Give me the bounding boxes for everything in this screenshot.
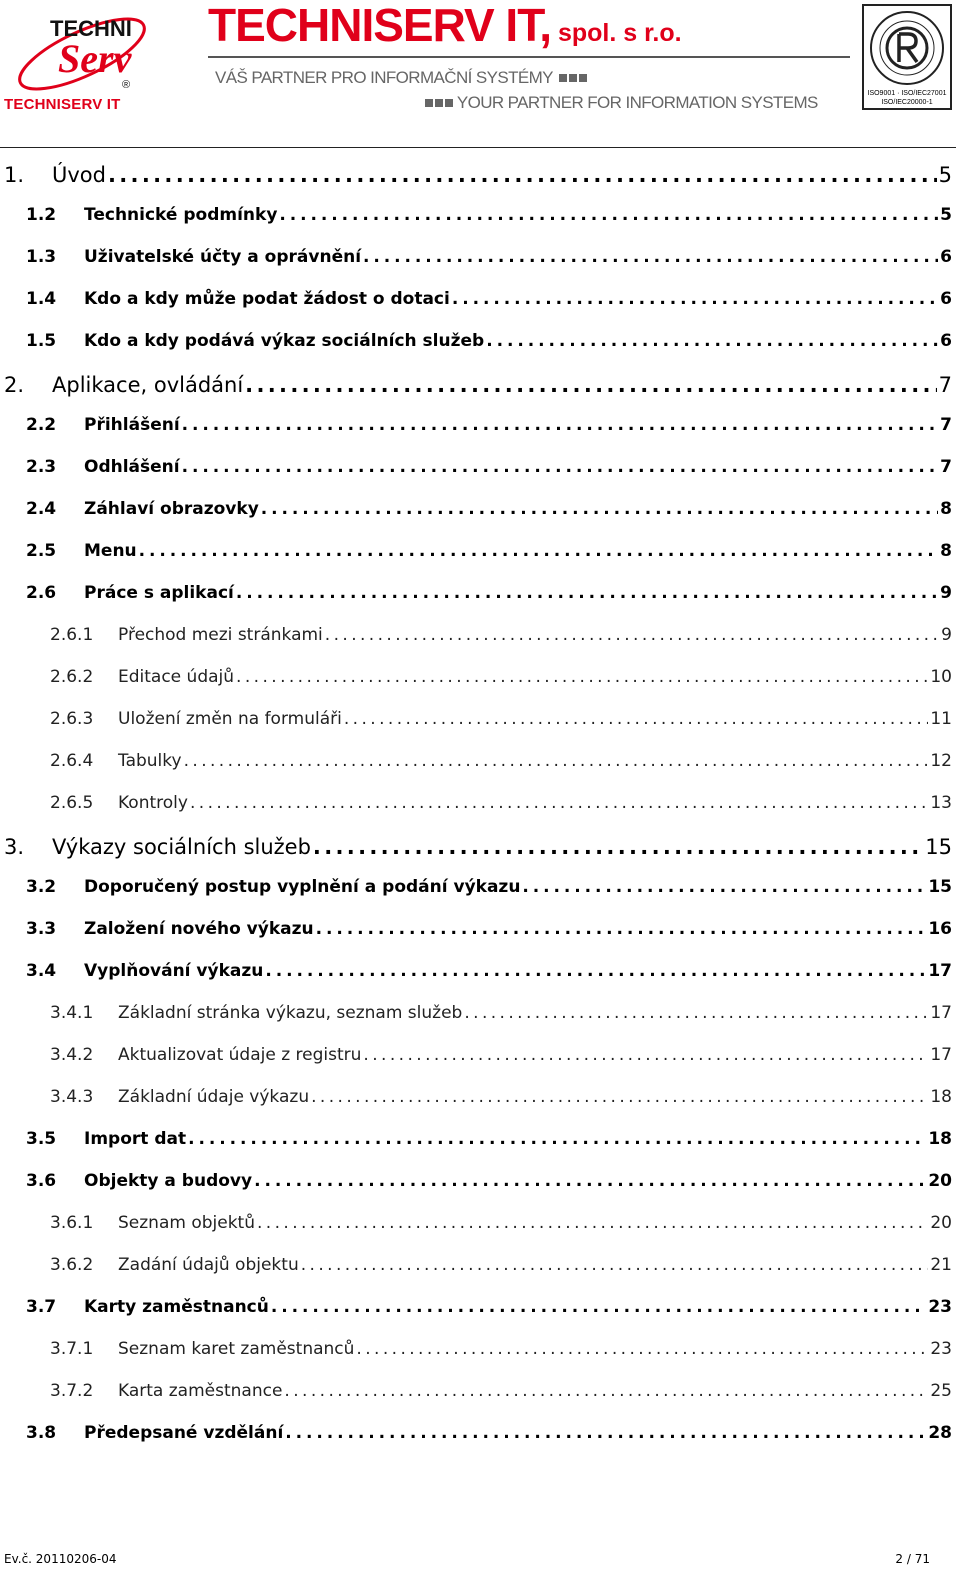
toc-entry-number: 3.6	[26, 1171, 57, 1191]
toc-dot-leader	[108, 163, 937, 187]
toc-dot-leader	[188, 1129, 926, 1149]
toc-entry-number: 2.2	[26, 415, 57, 435]
toc-entry-title: Seznam objektů	[118, 1213, 255, 1233]
toc-entry-number: 2.3	[26, 457, 57, 477]
svg-text:TECHNI: TECHNI	[50, 16, 132, 41]
toc-entry-page: 23	[930, 1339, 952, 1359]
toc-entry-number: 3.	[4, 835, 25, 859]
slogan-en	[423, 93, 818, 113]
toc-entry-page: 18	[930, 1087, 952, 1107]
document-number: Ev.č. 20110206-04	[4, 1552, 117, 1566]
toc-dot-leader	[139, 541, 939, 561]
toc-entry-title: Předepsané vzdělání	[84, 1423, 284, 1443]
toc-entry[interactable]	[0, 1255, 952, 1285]
toc-entry-page: 8	[940, 499, 952, 519]
toc-entry-page: 20	[930, 1213, 952, 1233]
toc-entry-title: Objekty a budovy	[84, 1171, 253, 1191]
square-icon	[425, 99, 433, 107]
toc-entry-page: 5	[938, 163, 952, 187]
toc-entry-number: 3.4.1	[50, 1003, 94, 1023]
toc-entry-title: Uložení změn na formuláři	[118, 709, 342, 729]
toc-entry-title: Přechod mezi stránkami	[118, 625, 323, 645]
toc-entry-title: Karty zaměstnanců	[84, 1297, 269, 1317]
toc-entry-title: Vyplňování výkazu	[84, 961, 264, 981]
toc-entry-number: 2.6.5	[50, 793, 94, 813]
toc-dot-leader	[261, 499, 938, 519]
toc-entry[interactable]	[0, 1297, 952, 1327]
toc-entry-number: 1.5	[26, 331, 57, 351]
toc-entry-title: Kdo a kdy může podat žádost o dotaci	[84, 289, 450, 309]
toc-entry-number: 2.6.3	[50, 709, 94, 729]
toc-entry-page: 28	[928, 1423, 952, 1443]
square-icon	[569, 74, 577, 82]
slogan-cz-text: VÁŠ PARTNER PRO INFORMAČNÍ SYSTÉMY	[215, 68, 553, 87]
toc-entry-title: Technické podmínky	[84, 205, 278, 225]
toc-entry-number: 2.6.4	[50, 751, 94, 771]
toc-entry-page: 17	[930, 1045, 952, 1065]
slogan-en-text: YOUR PARTNER FOR INFORMATION SYSTEMS	[456, 93, 818, 112]
toc-entry-page: 8	[940, 541, 952, 561]
toc-entry-page: 23	[928, 1297, 952, 1317]
toc-entry-title: Odhlášení	[84, 457, 180, 477]
header-bottom-rule	[0, 147, 956, 148]
toc-dot-leader	[257, 1213, 928, 1233]
page-header	[0, 0, 960, 150]
toc-entry-title: Založení nového výkazu	[84, 919, 314, 939]
toc-entry-page: 21	[930, 1255, 952, 1275]
toc-entry[interactable]	[0, 1381, 952, 1411]
toc-entry[interactable]	[0, 709, 952, 739]
toc-entry-page: 6	[940, 331, 952, 351]
toc-dot-leader	[236, 667, 928, 687]
toc-dot-leader	[182, 415, 939, 435]
toc-entry-number: 1.2	[26, 205, 57, 225]
toc-entry[interactable]	[0, 373, 952, 403]
toc-entry[interactable]	[0, 457, 952, 487]
svg-text:Serv: Serv	[58, 36, 132, 81]
page-indicator: 2 / 71	[895, 1552, 930, 1566]
toc-entry[interactable]	[0, 1003, 952, 1033]
toc-entry[interactable]	[0, 961, 952, 991]
square-icon	[579, 74, 587, 82]
toc-dot-leader	[254, 1171, 926, 1191]
toc-entry-page: 11	[930, 709, 952, 729]
toc-entry-title: Přihlášení	[84, 415, 180, 435]
toc-entry-title: Zadání údajů objektu	[118, 1255, 299, 1275]
toc-entry-page: 7	[938, 373, 952, 397]
toc-entry-page: 17	[928, 961, 952, 981]
toc-entry-number: 3.7.2	[50, 1381, 94, 1401]
toc-dot-leader	[325, 625, 939, 645]
toc-dot-leader	[245, 373, 936, 397]
toc-entry-page: 10	[930, 667, 952, 687]
toc-entry-number: 3.4	[26, 961, 57, 981]
techniserv-logo-mark	[10, 6, 150, 101]
toc-entry-number: 2.6.2	[50, 667, 94, 687]
toc-dot-leader	[284, 1381, 928, 1401]
toc-dot-leader	[363, 247, 938, 267]
toc-entry-number: 3.2	[26, 877, 57, 897]
toc-entry-number: 3.4.3	[50, 1087, 94, 1107]
toc-entry-page: 5	[940, 205, 952, 225]
toc-entry[interactable]	[0, 1339, 952, 1369]
toc-entry[interactable]	[0, 499, 952, 529]
toc-entry-title: Aplikace, ovládání	[52, 373, 244, 397]
toc-entry-number: 3.6.2	[50, 1255, 94, 1275]
toc-entry-number: 3.7.1	[50, 1339, 94, 1359]
toc-entry[interactable]	[0, 583, 952, 613]
toc-entry-number: 1.3	[26, 247, 57, 267]
toc-entry[interactable]	[0, 1087, 952, 1117]
toc-entry[interactable]	[0, 331, 952, 361]
toc-dot-leader	[184, 751, 929, 771]
toc-entry-page: 15	[928, 877, 952, 897]
square-icon	[559, 74, 567, 82]
toc-dot-leader	[452, 289, 938, 309]
toc-entry-number: 2.5	[26, 541, 57, 561]
toc-entry-page: 12	[930, 751, 952, 771]
toc-entry-title: Základní stránka výkazu, seznam služeb	[118, 1003, 463, 1023]
toc-entry[interactable]	[0, 247, 952, 277]
toc-entry-title: Uživatelské účty a oprávnění	[84, 247, 362, 267]
toc-entry-page: 17	[930, 1003, 952, 1023]
company-name-main: TECHNISERV IT,	[208, 0, 551, 51]
toc-entry[interactable]	[0, 541, 952, 571]
toc-entry-page: 16	[928, 919, 952, 939]
toc-dot-leader	[316, 919, 927, 939]
toc-dot-leader	[522, 877, 926, 897]
toc-entry-page: 13	[930, 793, 952, 813]
logo-caption: TECHNISERV IT	[4, 96, 121, 113]
iso-certification-badge	[862, 4, 952, 110]
iso-cert-line-1: ISO9001 · ISO/IEC27001	[867, 90, 947, 97]
toc-entry-number: 2.	[4, 373, 25, 397]
toc-entry[interactable]	[0, 1423, 952, 1453]
toc-entry[interactable]	[0, 1171, 952, 1201]
toc-entry[interactable]	[0, 1045, 952, 1075]
toc-entry-number: 3.4.2	[50, 1045, 94, 1065]
toc-entry-page: 15	[925, 835, 952, 859]
toc-entry[interactable]	[0, 289, 952, 319]
toc-dot-leader	[344, 709, 929, 729]
svg-text:®: ®	[122, 79, 131, 91]
toc-entry-title: Menu	[84, 541, 137, 561]
toc-dot-leader	[236, 583, 938, 603]
header-divider	[208, 56, 850, 58]
toc-entry[interactable]	[0, 1129, 952, 1159]
toc-entry-number: 3.3	[26, 919, 57, 939]
toc-entry-number: 2.6	[26, 583, 57, 603]
toc-entry-page: 6	[940, 247, 952, 267]
toc-entry-number: 1.4	[26, 289, 57, 309]
toc-entry[interactable]	[0, 835, 952, 865]
toc-entry-page: 7	[940, 415, 952, 435]
square-icon	[445, 99, 453, 107]
toc-entry-title: Aktualizovat údaje z registru	[118, 1045, 362, 1065]
toc-entry-title: Karta zaměstnance	[118, 1381, 283, 1401]
toc-entry-page: 6	[940, 289, 952, 309]
company-name	[208, 0, 682, 51]
toc-entry-title: Doporučený postup vyplnění a podání výkazu	[84, 877, 521, 897]
toc-entry[interactable]	[0, 415, 952, 445]
toc-dot-leader	[464, 1003, 928, 1023]
company-name-suffix: spol. s r.o.	[551, 19, 682, 47]
toc-entry[interactable]	[0, 625, 952, 655]
toc-entry[interactable]	[0, 667, 952, 697]
toc-dot-leader	[190, 793, 928, 813]
square-icon	[435, 99, 443, 107]
lloyds-register-icon	[866, 8, 948, 88]
toc-entry[interactable]	[0, 205, 952, 235]
toc-entry-title: Tabulky	[118, 751, 182, 771]
toc-dot-leader	[265, 961, 926, 981]
toc-entry-title: Kontroly	[118, 793, 188, 813]
toc-entry-page: 7	[940, 457, 952, 477]
toc-dot-leader	[279, 205, 938, 225]
toc-dot-leader	[285, 1423, 926, 1443]
toc-entry-title: Výkazy sociálních služeb	[52, 835, 311, 859]
toc-entry[interactable]	[0, 1213, 952, 1243]
toc-dot-leader	[313, 835, 923, 859]
toc-entry-title: Import dat	[84, 1129, 187, 1149]
toc-entry-number: 3.5	[26, 1129, 57, 1149]
toc-entry[interactable]	[0, 919, 952, 949]
toc-entry-page: 9	[940, 583, 952, 603]
toc-entry-page: 25	[930, 1381, 952, 1401]
toc-entry-title: Seznam karet zaměstnanců	[118, 1339, 355, 1359]
toc-entry-page: 18	[928, 1129, 952, 1149]
toc-dot-leader	[363, 1045, 928, 1065]
toc-dot-leader	[182, 457, 939, 477]
toc-entry-title: Úvod	[52, 163, 106, 187]
toc-entry-page: 20	[928, 1171, 952, 1191]
iso-cert-line-2: ISO/IEC20000-1	[881, 99, 933, 106]
toc-entry[interactable]	[0, 751, 952, 781]
toc-dot-leader	[311, 1087, 928, 1107]
toc-entry[interactable]	[0, 793, 952, 823]
page-footer	[0, 1552, 930, 1570]
toc-entry-title: Základní údaje výkazu	[118, 1087, 310, 1107]
toc-entry-title: Kdo a kdy podává výkaz sociálních služeb	[84, 331, 485, 351]
toc-entry[interactable]	[0, 163, 952, 193]
toc-entry[interactable]	[0, 877, 952, 907]
toc-dot-leader	[271, 1297, 926, 1317]
toc-entry-number: 2.6.1	[50, 625, 94, 645]
toc-entry-number: 3.8	[26, 1423, 57, 1443]
toc-entry-title: Práce s aplikací	[84, 583, 234, 603]
toc-entry-title: Editace údajů	[118, 667, 235, 687]
slogan-cz	[215, 68, 587, 88]
toc-entry-page: 9	[941, 625, 952, 645]
toc-entry-number: 3.6.1	[50, 1213, 94, 1233]
toc-dot-leader	[486, 331, 938, 351]
toc-entry-number: 3.7	[26, 1297, 57, 1317]
toc-dot-leader	[301, 1255, 929, 1275]
toc-entry-number: 2.4	[26, 499, 57, 519]
toc-entry-title: Záhlaví obrazovky	[84, 499, 259, 519]
toc-entry-number: 1.	[4, 163, 25, 187]
toc-dot-leader	[356, 1339, 928, 1359]
